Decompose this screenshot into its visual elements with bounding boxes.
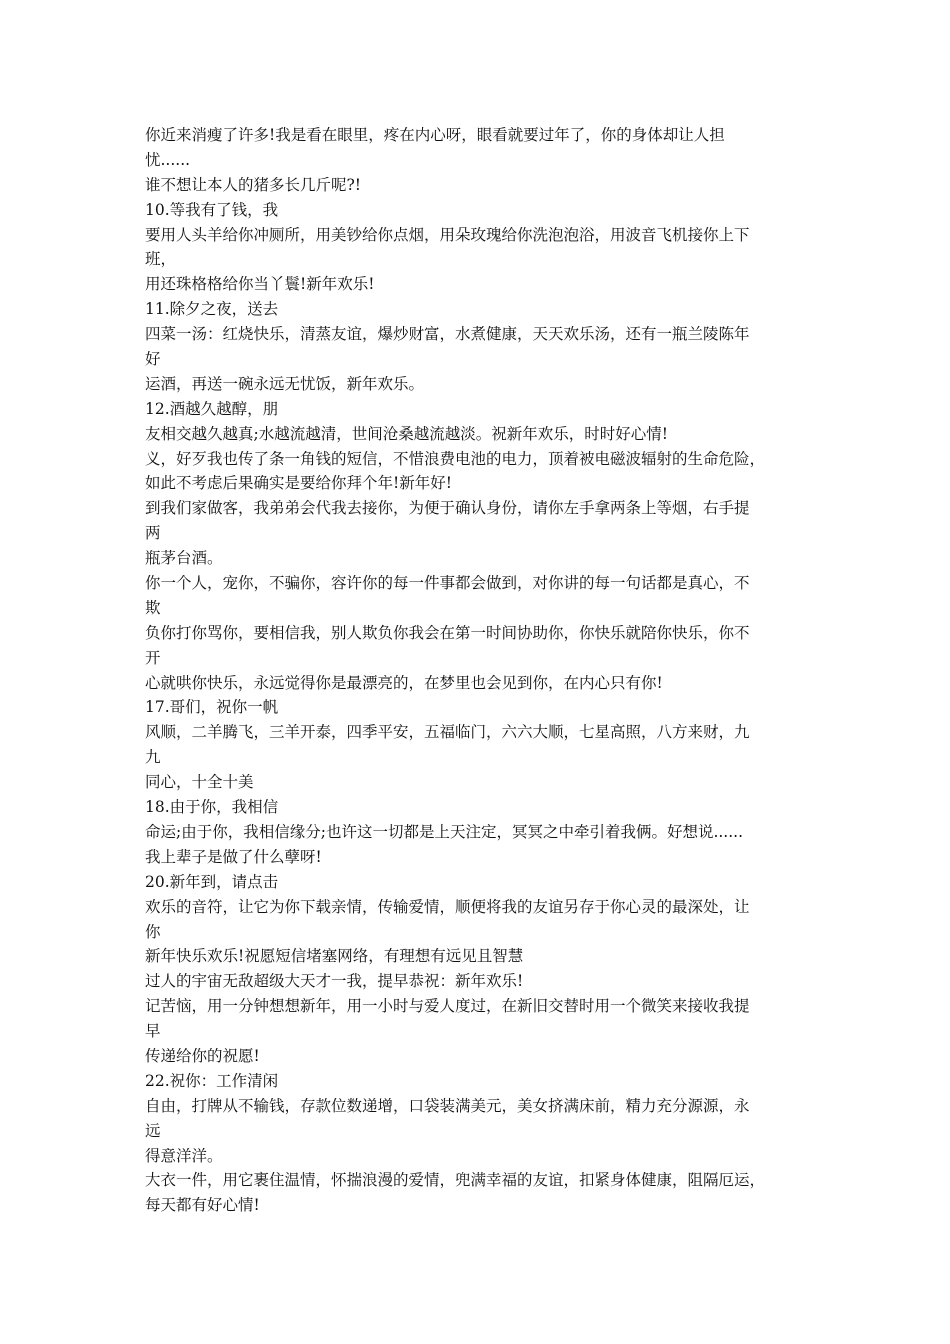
- text-line: 友相交越久越真;水越流越清，世间沧桑越流越淡。祝新年欢乐，时时好心情!: [145, 424, 668, 443]
- text-line: 我上辈子是做了什么孽呀!: [145, 847, 322, 866]
- text-line: 到我们家做客，我弟弟会代我去接你，为便于确认身份，请你左手拿两条上等烟，右手提: [145, 499, 750, 518]
- text-line: 过人的宇宙无敌超级大天才一我，提早恭祝：新年欢乐!: [145, 972, 524, 991]
- text-line: 记苦恼，用一分钟想想新年，用一小时与爱人度过，在新旧交替时用一个微笑来接收我提: [145, 997, 750, 1016]
- text-line: 九: [145, 748, 161, 767]
- text-line: 自由，打牌从不输钱，存款位数递增，口袋装满美元，美女挤满床前，精力充分源源，永: [145, 1096, 750, 1115]
- text-line: 你近来消瘦了许多!我是看在眼里，疼在内心呀，眼看就要过年了，你的身体却让人担: [145, 126, 725, 144]
- text-line: 风顺，二羊腾飞，三羊开泰，四季平安，五福临门，六六大顺，七星高照，八方来财，九: [145, 723, 750, 742]
- text-line: 传递给你的祝愿!: [145, 1046, 260, 1065]
- text-line: 你一个人，宠你，不骗你，容许你的每一件事都会做到，对你讲的每一句话都是真心，不: [145, 574, 750, 593]
- text-line: 班，: [145, 250, 177, 269]
- text-line: 新年快乐欢乐!祝愿短信堵塞网络，有理想有远见且智慧: [145, 947, 524, 966]
- text-line: 心就哄你快乐，永远觉得你是最漂亮的，在梦里也会见到你，在内心只有你!: [145, 673, 663, 692]
- text-line: 欺: [145, 598, 161, 617]
- text-line: 早: [145, 1022, 161, 1041]
- text-line: 每天都有好心情!: [145, 1196, 260, 1215]
- text-line: 开: [145, 648, 161, 667]
- text-line: 两: [145, 524, 161, 543]
- text-line: 运酒，再送一碗永远无忧饭，新年欢乐。: [145, 374, 425, 393]
- text-line: 四菜一汤：红烧快乐，清蒸友谊，爆炒财富，水煮健康，天天欢乐汤，还有一瓶兰陵陈年: [145, 325, 750, 344]
- text-line: 忧......: [145, 150, 191, 169]
- text-line: 命运;由于你，我相信缘分;也许这一切都是上天注定，冥冥之中牵引着我俩。好想说......: [145, 822, 744, 841]
- text-line: 远: [145, 1121, 161, 1140]
- text-line: 负你打你骂你，要相信我，别人欺负你我会在第一时间协助你，你快乐就陪你快乐，你不: [145, 623, 750, 642]
- text-line: 谁不想让本人的猪多长几斤呢?!: [145, 175, 362, 194]
- text-line: 得意洋洋。: [145, 1146, 223, 1165]
- text-line: 同心，十全十美: [145, 773, 254, 792]
- text-line: 12.酒越久越醇，朋: [145, 399, 279, 418]
- text-line: 18.由于你，我相信: [145, 798, 279, 817]
- text-line: 用还珠格格给你当丫鬟!新年欢乐!: [145, 275, 375, 294]
- text-line: 大衣一件，用它裹住温情，怀揣浪漫的爱情，兜满幸福的友谊，扣紧身体健康，阻隔厄运，: [145, 1171, 766, 1190]
- document-body: [145, 123, 810, 1218]
- text-line: 义，好歹我也传了条一角钱的短信，不惜浪费电池的电力，顶着被电磁波辐射的生命危险，: [145, 449, 766, 468]
- text-line: 11.除夕之夜，送去: [145, 300, 279, 319]
- text-line: 如此不考虑后果确实是要给你拜个年!新年好!: [145, 474, 452, 493]
- text-line: 瓶茅台酒。: [145, 549, 223, 568]
- text-line: 好: [145, 350, 161, 369]
- text-line: 你: [145, 922, 161, 941]
- text-line: 要用人头羊给你冲厕所，用美钞给你点烟，用朵玫瑰给你洗泡泡浴，用波音飞机接你上下: [145, 225, 750, 244]
- text-line: 17.哥们，祝你一帆: [145, 698, 279, 717]
- text-line: 22.祝你：工作清闲: [145, 1071, 279, 1090]
- text-line: 10.等我有了钱，我: [145, 200, 279, 219]
- text-line: 20.新年到，请点击: [145, 872, 279, 891]
- text-line: 欢乐的音符，让它为你下载亲情，传输爱情，顺便将我的友谊另存于你心灵的最深处，让: [145, 897, 750, 916]
